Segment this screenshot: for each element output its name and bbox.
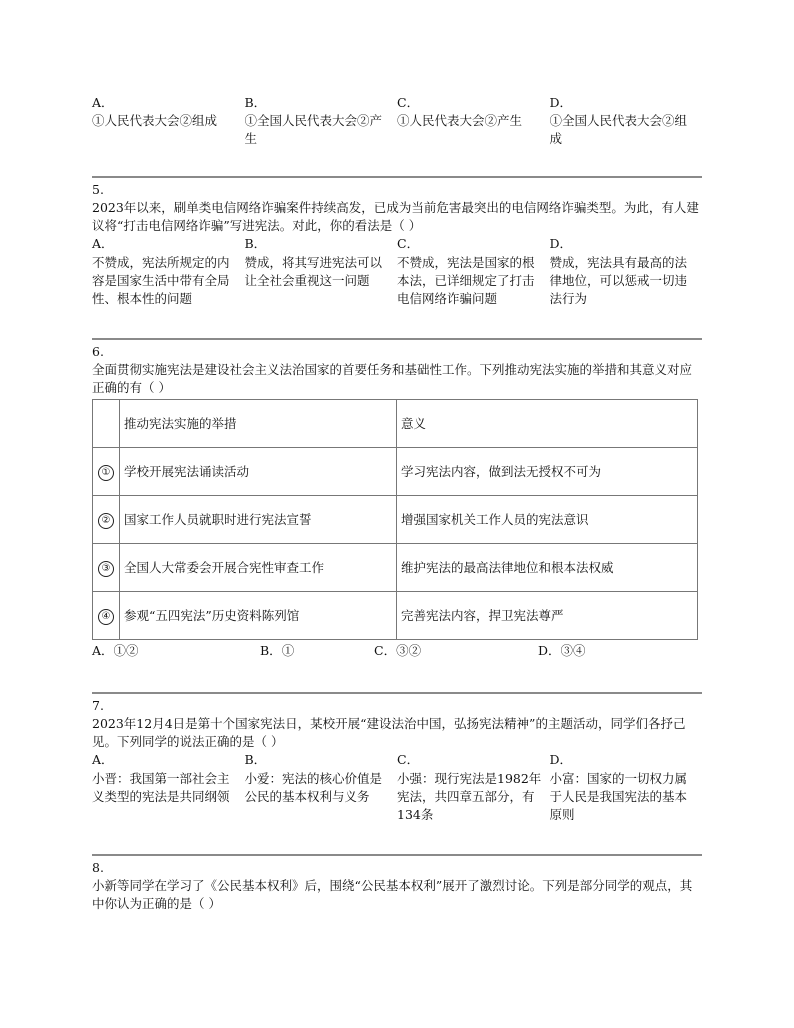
question-number: 5.	[92, 182, 104, 197]
table-cell-meaning: 完善宪法内容，捍卫宪法尊严	[397, 592, 698, 640]
table-cell-measure: 全国人大常委会开展合宪性审查工作	[120, 544, 397, 592]
question-6	[92, 338, 702, 661]
table-row	[93, 544, 698, 592]
question-stem: 全面贯彻实施宪法是建设社会主义法治国家的首要任务和基础性工作。下列推动宪法实施的举措和其意义对应正确的有（ ）	[92, 362, 693, 396]
table-cell	[93, 400, 120, 448]
question-divider	[92, 176, 702, 178]
question-number: 8.	[92, 860, 104, 875]
measures-table	[92, 399, 698, 640]
table-cell	[93, 544, 120, 592]
table-cell-measure: 参观“五四宪法”历史资料陈列馆	[120, 592, 397, 640]
question-7	[92, 692, 702, 824]
q6-option-d[interactable]: D．③④	[538, 643, 586, 659]
q6-option-a[interactable]: A．①②	[92, 643, 139, 659]
table-row	[93, 496, 698, 544]
q4-option-a[interactable]: A． ①人民代表大会②组成	[92, 95, 218, 129]
question-stem: 2023年以来，刷单类电信网络诈骗案件持续高发，已成为当前危害最突出的电信网络诈骗类型。为此，有人建议将“打击电信网络诈骗”写进宪法。对此，你的看法是（ ）	[92, 200, 699, 234]
q5-option-c[interactable]: C． 不赞成，宪法是国家的根本法，已详细规定了打击电信网络诈骗问题	[397, 236, 535, 306]
table-row	[93, 448, 698, 496]
question-8	[92, 854, 702, 913]
q6-option-row	[92, 642, 702, 660]
q5-option-row	[92, 235, 702, 308]
question-divider	[92, 692, 702, 694]
q5-option-d[interactable]: D． 赞成，宪法具有最高的法律地位，可以惩戒一切违法行为	[549, 236, 688, 306]
q6-option-b[interactable]: B．①	[260, 643, 295, 659]
table-cell	[93, 448, 120, 496]
table-cell	[93, 592, 120, 640]
q5-option-a[interactable]: A． 不赞成，宪法所规定的内容是国家生活中带有全局性、根本性的问题	[92, 236, 230, 306]
table-cell-measure: 国家工作人员就职时进行宪法宣誓	[120, 496, 397, 544]
question-number: 7.	[92, 698, 104, 713]
table-cell-meaning: 增强国家机关工作人员的宪法意识	[397, 496, 698, 544]
q6-option-c[interactable]: C．③②	[374, 643, 422, 659]
table-cell-meaning: 学习宪法内容，做到法无授权不可为	[397, 448, 698, 496]
table-cell	[93, 496, 120, 544]
question-4-options	[92, 94, 702, 148]
table-header-row	[93, 400, 698, 448]
row-index: ①	[98, 465, 114, 481]
table-row	[93, 592, 698, 640]
q7-option-a[interactable]: A． 小晋：我国第一部社会主义类型的宪法是共同纲领	[92, 752, 230, 804]
row-index: ④	[98, 609, 114, 625]
q7-option-row	[92, 751, 702, 824]
question-stem: 小新等同学在学习了《公民基本权利》后，围绕“公民基本权利”展开了激烈讨论。下列是部分同学的观点，其中你认为正确的是（ ）	[92, 878, 693, 912]
table-header-meaning: 意义	[397, 400, 698, 448]
question-divider	[92, 854, 702, 856]
q7-option-d[interactable]: D． 小富：国家的一切权力属于人民是我国宪法的基本原则	[549, 752, 688, 822]
q4-option-c[interactable]: C． ①人民代表大会②产生	[397, 95, 523, 129]
q4-option-b[interactable]: B． ①全国人民代表大会②产生	[244, 95, 383, 147]
table-cell-measure: 学校开展宪法诵读活动	[120, 448, 397, 496]
table-cell-meaning: 维护宪法的最高法律地位和根本法权威	[397, 544, 698, 592]
q7-option-c[interactable]: C． 小强：现行宪法是1982年宪法，共四章五部分，有134条	[397, 752, 542, 822]
q5-option-b[interactable]: B． 赞成，将其写进宪法可以让全社会重视这一问题	[244, 236, 383, 288]
table-header-measure: 推动宪法实施的举措	[120, 400, 397, 448]
row-index: ③	[98, 561, 114, 577]
question-5	[92, 176, 702, 308]
question-number: 6.	[92, 344, 104, 359]
row-index: ②	[98, 513, 114, 529]
question-stem: 2023年12月4日是第十个国家宪法日，某校开展“建设法治中国，弘扬宪法精神”的主题活动，同学们各抒己见。下列同学的说法正确的是（ ）	[92, 716, 686, 750]
q4-option-d[interactable]: D． ①全国人民代表大会②组成	[549, 95, 688, 147]
q4-option-row	[92, 94, 702, 148]
question-divider	[92, 338, 702, 340]
q7-option-b[interactable]: B． 小爱：宪法的核心价值是公民的基本权利与义务	[244, 752, 383, 804]
